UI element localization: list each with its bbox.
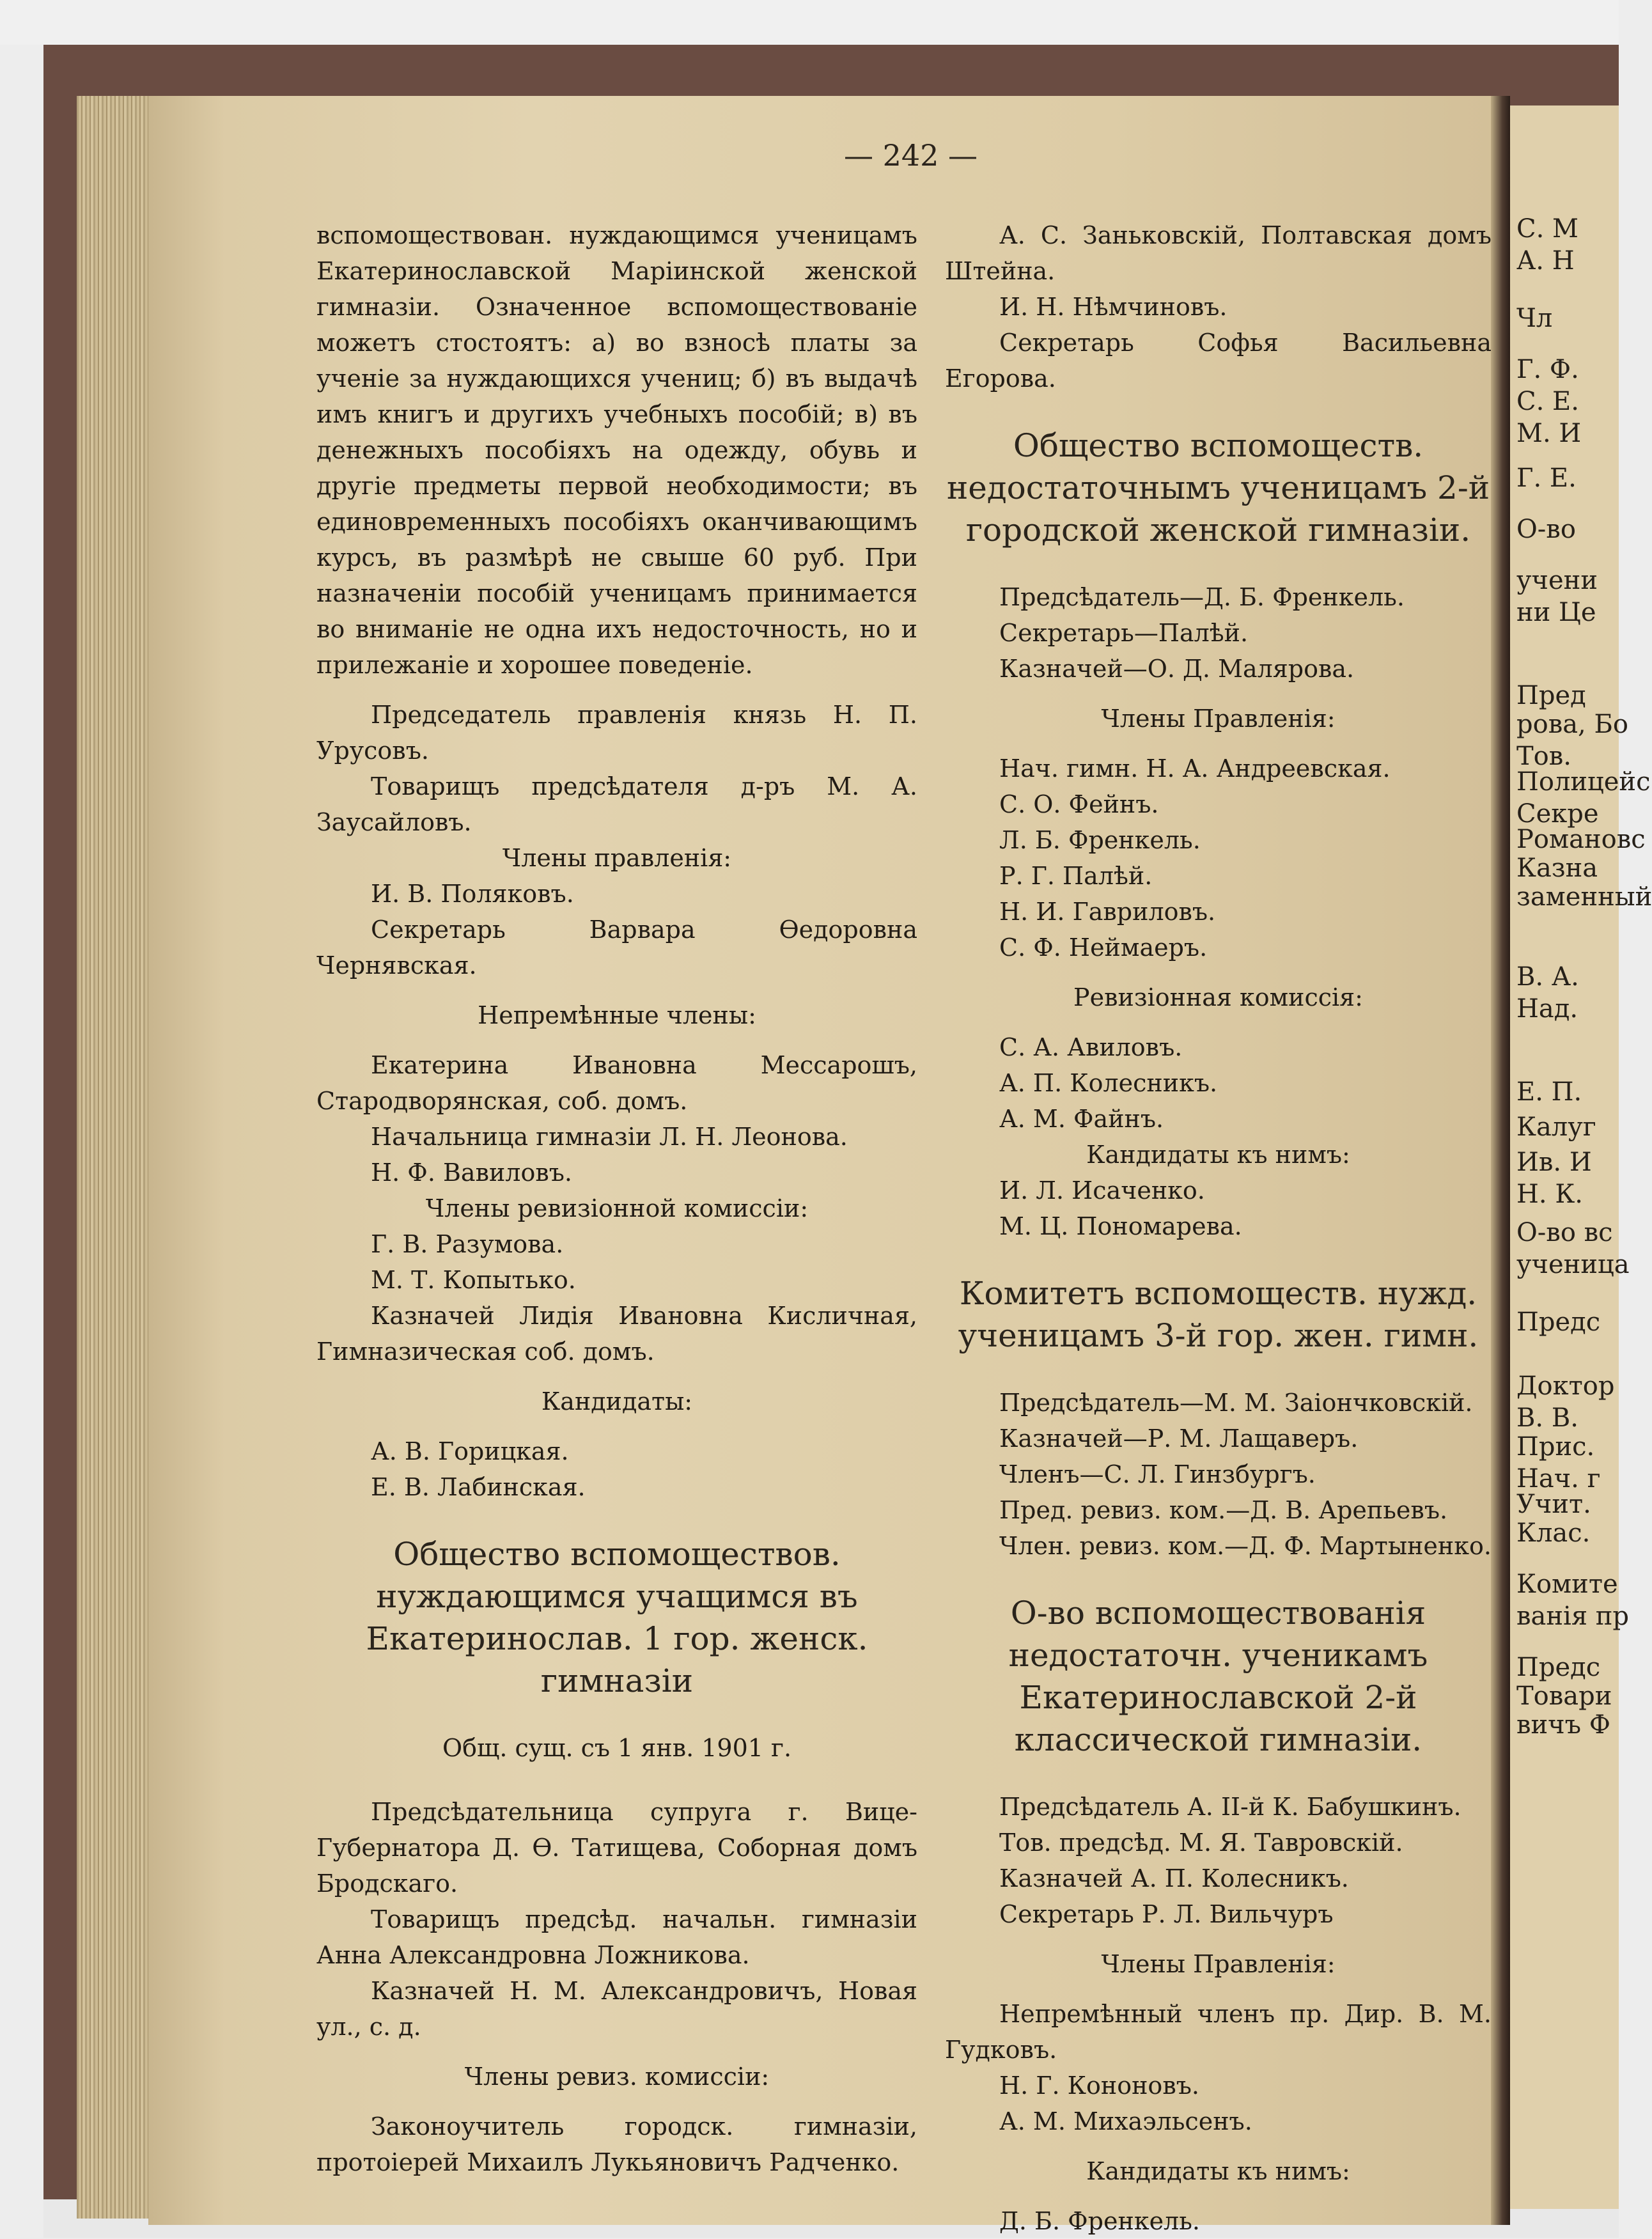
- entry-line: Членъ—С. Л. Гинзбургъ.: [999, 1460, 1316, 1488]
- next-page-fragment: ванія пр: [1516, 1602, 1630, 1631]
- entry-line: Законоучитель городск. гимназіи, протоіерей Михаилъ Лукьяновичъ Радченко.: [316, 2112, 917, 2176]
- next-page-fragment: В. А.: [1516, 962, 1579, 992]
- spacer: [945, 1357, 1492, 1385]
- spacer: [316, 1766, 917, 1794]
- entry-line: Секретарь Софья Васильевна Егорова.: [945, 329, 1492, 393]
- next-page-fragment: Доктор: [1516, 1371, 1615, 1401]
- subheading: Члены ревиз. комиссіи:: [464, 2063, 770, 2091]
- next-page-fragment: Тов.: [1516, 742, 1571, 771]
- book-gutter: [1491, 96, 1510, 2225]
- page-edges: [77, 96, 160, 2219]
- spacer: [316, 1505, 917, 1533]
- left-column: [316, 217, 917, 2180]
- next-page-fragment: О-во вс: [1516, 1218, 1613, 1247]
- next-page-fragment: Н. К.: [1516, 1180, 1583, 1209]
- next-page-fragment: рова, Бо: [1516, 710, 1628, 739]
- entry-line: Член. ревиз. ком.—Д. Ф. Мартыненко.: [999, 1532, 1492, 1560]
- entry-line: А. П. Колесникъ.: [999, 1069, 1218, 1097]
- entry-line: Казначей Лидія Ивановна Кисличная, Гимназическая соб. домъ.: [316, 1302, 917, 1366]
- entry-line: Товарищъ предсѣд. начальн. гимназіи Анна Александровна Ложникова.: [316, 1905, 917, 1969]
- next-page-fragment: вичъ Ф: [1516, 1710, 1610, 1740]
- next-page-fragment: Е. П.: [1516, 1077, 1582, 1107]
- section-heading: Общество вспомоществ. недостаточнымъ ученицамъ 2-й городской женской гимназіи.: [946, 427, 1490, 549]
- entry-line: Н. И. Гавриловъ.: [999, 898, 1216, 926]
- entry-line: И. Н. Нѣмчиновъ.: [999, 293, 1227, 321]
- subheading: Кандидаты къ нимъ:: [1086, 2157, 1350, 2185]
- next-page-fragment: Калуг: [1516, 1112, 1596, 1142]
- entry-line: Г. В. Разумова.: [371, 1230, 564, 1258]
- next-page-fragment: Клас.: [1516, 1518, 1591, 1548]
- entry-line: М. Ц. Пономарева.: [999, 1212, 1242, 1240]
- next-page-fragment: М. И: [1516, 419, 1582, 448]
- subheading: Общ. сущ. съ 1 янв. 1901 г.: [442, 1734, 792, 1762]
- next-page-fragment: учени: [1516, 566, 1598, 595]
- next-page-fragment: Полицейс: [1516, 767, 1651, 797]
- entry-line: А. М. Файнъ.: [999, 1105, 1164, 1133]
- spacer: [945, 396, 1492, 425]
- entry-line: Непремѣнный членъ пр. Дир. В. М. Гудковъ.: [945, 2000, 1492, 2064]
- next-page-fragment: А. Н: [1516, 246, 1575, 276]
- subheading: Кандидаты къ нимъ:: [1086, 1141, 1350, 1169]
- paragraph: вспомоществован. нуждающимся ученицамъ Екатеринославской Маріинской женской гимназіи. Означенное вспомоществованіе можетъ стостоятъ: а) во взносѣ платы за ученіе за нуждающихся учениц; б) въ выдачѣ имъ книгъ и другихъ учебныхъ пособій; в) въ денежныхъ пособіяхъ на одежду, обувь и другіе предметы первой необходимости; въ единовременныхъ пособіяхъ оканчивающимъ курсъ, въ размѣрѣ не свыше 60 руб. При назначеніи пособій ученицамъ принимается во вниманіе не одна ихъ недосточность, но и прилежаніе и хорошее поведеніе.: [316, 221, 917, 679]
- next-page-fragment: Комите: [1516, 1570, 1618, 1599]
- next-page-fragment: Казна: [1516, 854, 1598, 883]
- spacer: [316, 683, 917, 697]
- entry-line: М. Т. Копытько.: [371, 1266, 576, 1294]
- entry-line: Екатерина Ивановна Мессарошъ, Стародворянская, соб. домъ.: [316, 1051, 917, 1115]
- spacer: [316, 1369, 917, 1384]
- entry-line: И. Л. Исаченко.: [999, 1176, 1205, 1205]
- next-page-fragment: В. В.: [1516, 1403, 1578, 1433]
- entry-line: Н. Г. Кононовъ.: [999, 2071, 1199, 2100]
- entry-line: С. А. Авиловъ.: [999, 1033, 1183, 1061]
- next-page-fragment: Товари: [1516, 1681, 1612, 1711]
- next-page-fragment: Ив. И: [1516, 1148, 1592, 1177]
- next-page-fragment: Секре: [1516, 799, 1599, 829]
- section-heading: Общество вспомоществов. нуждающимся учащимся въ Екатеринослав. 1 гор. женск. гимназіи: [366, 1536, 868, 1699]
- spacer: [945, 737, 1492, 751]
- next-page-fragment: Г. Ф.: [1516, 355, 1579, 384]
- spacer: [316, 1033, 917, 1047]
- spacer: [316, 1702, 917, 1730]
- spacer: [316, 1419, 917, 1433]
- next-page-fragment: Прис.: [1516, 1432, 1595, 1462]
- entry-line: Тов. предсѣд. М. Я. Тавровскій.: [999, 1829, 1403, 1857]
- entry-line: Казначей Н. М. Александровичъ, Новая ул., с. д.: [316, 1977, 917, 2041]
- right-column: [945, 217, 1492, 2239]
- next-page-fragment: Над.: [1516, 994, 1578, 1024]
- subheading: Члены ревизіонной комиссіи:: [425, 1194, 809, 1222]
- next-page-fragment: Пред: [1516, 681, 1586, 710]
- next-page-fragment: Романовс: [1516, 825, 1646, 854]
- spacer: [945, 1015, 1492, 1029]
- next-page-fragment: Чл: [1516, 304, 1553, 333]
- next-page-fragment: Нач. г: [1516, 1464, 1601, 1494]
- spacer: [945, 1982, 1492, 1996]
- spacer: [945, 2189, 1492, 2203]
- section-heading: О-во вспомоществованія недостаточн. ученикамъ Екатеринославской 2-й классической гимназіи.: [1008, 1595, 1428, 1758]
- entry-line: С. О. Фейнъ.: [999, 790, 1159, 818]
- entry-line: Казначей А. П. Колесникъ.: [999, 1864, 1349, 1892]
- entry-line: Р. Г. Палѣй.: [999, 862, 1153, 890]
- adjacent-page-fragment: [1510, 105, 1652, 2209]
- spacer: [316, 983, 917, 997]
- next-page-fragment: Предс: [1516, 1307, 1601, 1337]
- entry-line: Казначей—О. Д. Малярова.: [999, 655, 1355, 683]
- entry-line: Секретарь Варвара Өедоровна Чернявская.: [316, 916, 917, 979]
- entry-line: Председатель правленія князь Н. П. Урусовъ.: [316, 701, 917, 765]
- entry-line: Е. В. Лабинская.: [371, 1473, 586, 1501]
- entry-line: Начальница гимназіи Л. Н. Леонова.: [371, 1123, 848, 1151]
- entry-line: Предсѣдатель—М. М. Заіончковскій.: [999, 1389, 1473, 1417]
- next-page-fragment: ученица: [1516, 1250, 1630, 1279]
- page-number: — 242 —: [844, 138, 978, 173]
- entry-line: Л. Б. Френкель.: [999, 826, 1201, 854]
- spacer: [316, 2045, 917, 2059]
- spacer: [945, 1932, 1492, 1946]
- spacer: [945, 1761, 1492, 1789]
- next-page-fragment: С. Е.: [1516, 387, 1579, 416]
- section-heading: Комитетъ вспомоществ. нужд. ученицамъ 3-й гор. жен. гимн.: [958, 1275, 1479, 1354]
- entry-line: С. Ф. Неймаеръ.: [999, 933, 1208, 962]
- spacer: [945, 551, 1492, 579]
- entry-line: И. В. Поляковъ.: [371, 880, 574, 908]
- spacer: [316, 2095, 917, 2109]
- entry-line: Д. Б. Френкель.: [999, 2207, 1200, 2235]
- spacer: [945, 687, 1492, 701]
- spacer: [945, 1244, 1492, 1272]
- subheading: Члены правленія:: [502, 844, 732, 872]
- spacer: [945, 965, 1492, 979]
- subheading: Непремѣнные члены:: [478, 1001, 756, 1029]
- entry-line: Секретарь Р. Л. Вильчуръ: [999, 1900, 1334, 1928]
- subheading: Члены Правленія:: [1101, 705, 1336, 733]
- next-page-fragment: Г. Е.: [1516, 464, 1577, 493]
- entry-line: Секретарь—Палѣй.: [999, 619, 1249, 647]
- entry-line: Н. Ф. Вавиловъ.: [371, 1159, 572, 1187]
- scanner-background: [0, 0, 1619, 45]
- spacer: [945, 2139, 1492, 2153]
- entry-line: Предсѣдатель А. II-й К. Бабушкинъ.: [999, 1793, 1461, 1821]
- next-page-fragment: Предс: [1516, 1653, 1601, 1682]
- next-page-fragment: С. М: [1516, 214, 1578, 244]
- next-page-fragment: О-во: [1516, 515, 1576, 544]
- entry-line: А. М. Михаэльсенъ.: [999, 2107, 1252, 2135]
- subheading: Кандидаты:: [541, 1387, 693, 1416]
- entry-line: Казначей—Р. М. Лащаверъ.: [999, 1424, 1359, 1453]
- next-page-fragment: Учит.: [1516, 1490, 1591, 1519]
- entry-line: Предсѣдательница супруга г. Вице-Губернатора Д. Ѳ. Татищева, Соборная домъ Бродскаго.: [316, 1798, 917, 1898]
- next-page-fragment: ни Це: [1516, 598, 1596, 627]
- entry-line: Предсѣдатель—Д. Б. Френкель.: [999, 583, 1405, 611]
- entry-line: Товарищъ предсѣдателя д-ръ М. А. Заусайловъ.: [316, 772, 917, 836]
- entry-line: А. С. Заньковскій, Полтавская домъ Штейна.: [945, 221, 1492, 285]
- entry-line: Нач. гимн. Н. А. Андреевская.: [999, 754, 1391, 783]
- next-page-fragment: заменный: [1516, 882, 1652, 912]
- entry-line: А. В. Горицкая.: [371, 1437, 569, 1465]
- subheading: Ревизіонная комиссія:: [1073, 983, 1363, 1011]
- subheading: Члены Правленія:: [1101, 1950, 1336, 1978]
- spacer: [945, 1564, 1492, 1592]
- entry-line: Пред. ревиз. ком.—Д. В. Арепьевъ.: [999, 1496, 1448, 1524]
